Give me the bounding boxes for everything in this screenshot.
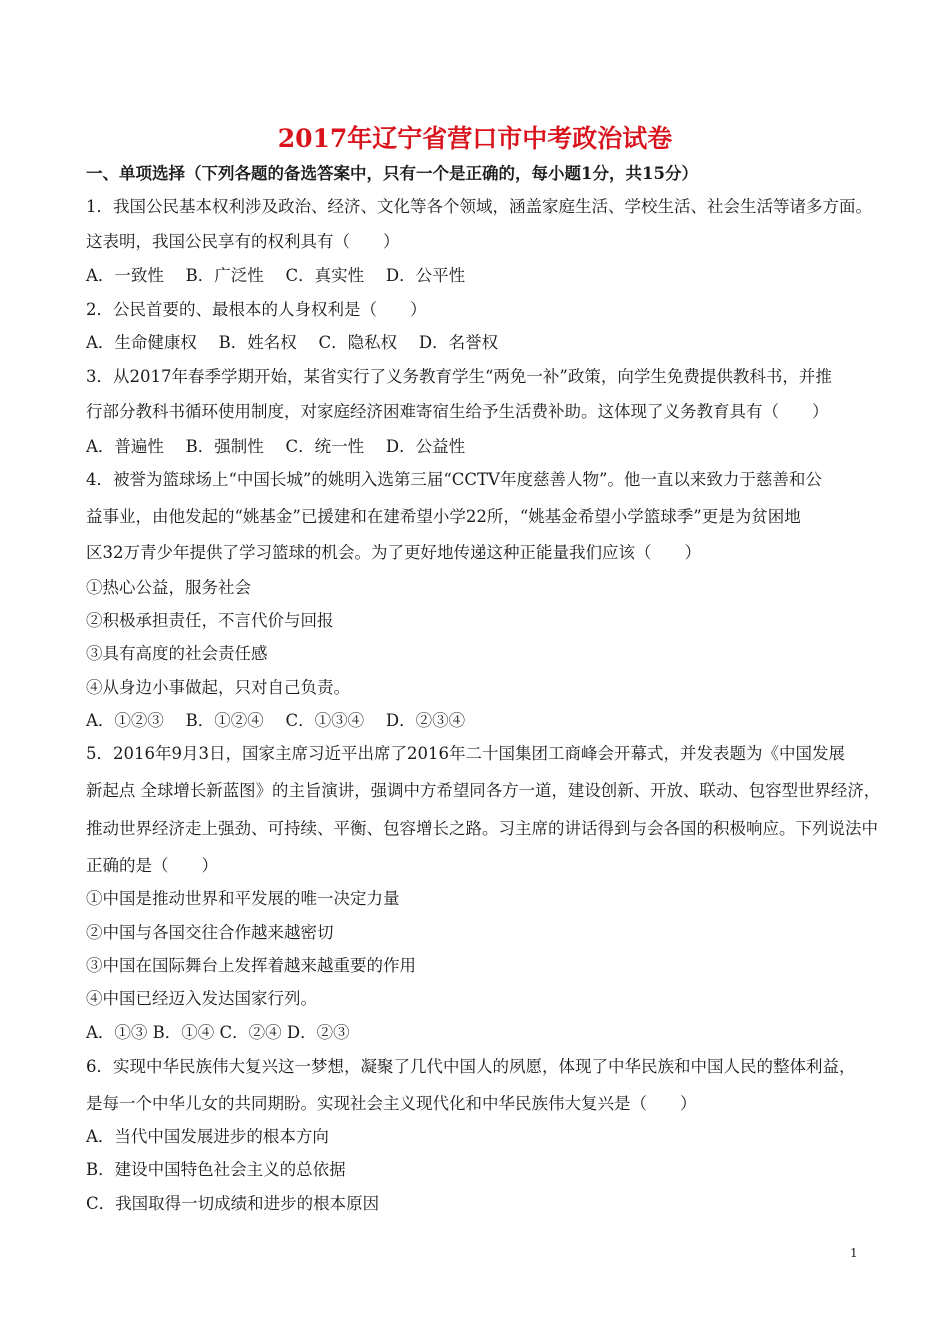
- text-line: A．普遍性 B．强制性 C．统一性 D．公益性: [86, 437, 466, 456]
- text-line: ③中国在国际舞台上发挥着越来越重要的作用: [86, 956, 416, 975]
- text-line: 3．从2017年春季学期开始，某省实行了义务教育学生“两免一补”政策，向学生免费提供教科书，并推: [86, 367, 832, 386]
- text-line: 这表明，我国公民享有的权利具有（ ）: [86, 232, 400, 251]
- text-line: 4．被誉为篮球场上“中国长城”的姚明入选第三届“CCTV年度慈善人物”。他一直以来致力于慈善和公: [86, 470, 822, 489]
- text-line: A．当代中国发展进步的根本方向: [86, 1127, 329, 1146]
- text-line: 推动世界经济走上强劲、可持续、平衡、包容增长之路。习主席的讲话得到与会各国的积极响应。下列说法中: [86, 819, 878, 838]
- text-line: 区32万青少年提供了学习篮球的机会。为了更好地传递这种正能量我们应该（ ）: [86, 543, 701, 562]
- text-line: ①热心公益，服务社会: [86, 578, 251, 597]
- text-line: 正确的是（ ）: [86, 856, 218, 875]
- page-number: 1: [850, 1246, 858, 1260]
- text-line: ③具有高度的社会责任感: [86, 644, 268, 663]
- text-line: ①中国是推动世界和平发展的唯一决定力量: [86, 889, 400, 908]
- text-line: B．建设中国特色社会主义的总依据: [86, 1160, 346, 1179]
- text-line: A．生命健康权 B．姓名权 C．隐私权 D．名誉权: [86, 333, 499, 352]
- text-line: 新起点 全球增长新蓝图》的主旨演讲，强调中方希望同各方一道，建设创新、开放、联动、包容型世界经济，: [86, 781, 881, 800]
- text-line: 6．实现中华民族伟大复兴这一梦想，凝聚了几代中国人的夙愿，体现了中华民族和中国人民的整体利益，: [86, 1057, 856, 1076]
- text-line: C．我国取得一切成绩和进步的根本原因: [86, 1194, 380, 1213]
- text-line: 益事业，由他发起的“姚基金”已援建和在建希望小学22所，“姚基金希望小学篮球季”更是为贫困地: [86, 507, 801, 526]
- text-line: A．一致性 B．广泛性 C．真实性 D．公平性: [86, 266, 466, 285]
- text-line: 行部分教科书循环使用制度，对家庭经济困难寄宿生给予生活费补助。这体现了义务教育具有（ ）: [86, 402, 829, 421]
- text-line: ④从身边小事做起，只对自己负责。: [86, 678, 350, 697]
- page-title: 2017年辽宁省营口市中考政治试卷: [277, 124, 673, 153]
- text-line: 是每一个中华儿女的共同期盼。实现社会主义现代化和中华民族伟大复兴是（ ）: [86, 1094, 697, 1113]
- text-line: ②中国与各国交往合作越来越密切: [86, 923, 334, 942]
- text-line: A．①②③ B．①②④ C．①③④ D．②③④: [86, 711, 466, 730]
- section-heading: 一、单项选择（下列各题的备选答案中，只有一个是正确的，每小题1分，共15分）: [86, 164, 698, 183]
- text-line: A．①③ B．①④ C．②④ D．②③: [86, 1023, 350, 1042]
- text-line: ④中国已经迈入发达国家行列。: [86, 989, 317, 1008]
- text-line: 5．2016年9月3日，国家主席习近平出席了2016年二十国集团工商峰会开幕式，并发表题为《中国发展: [86, 744, 845, 763]
- text-line: 2．公民首要的、最根本的人身权利是（ ）: [86, 300, 427, 319]
- text-line: ②积极承担责任，不言代价与回报: [86, 611, 334, 630]
- text-line: 1．我国公民基本权利涉及政治、经济、文化等各个领域，涵盖家庭生活、学校生活、社会生活等诸多方面。: [86, 197, 872, 216]
